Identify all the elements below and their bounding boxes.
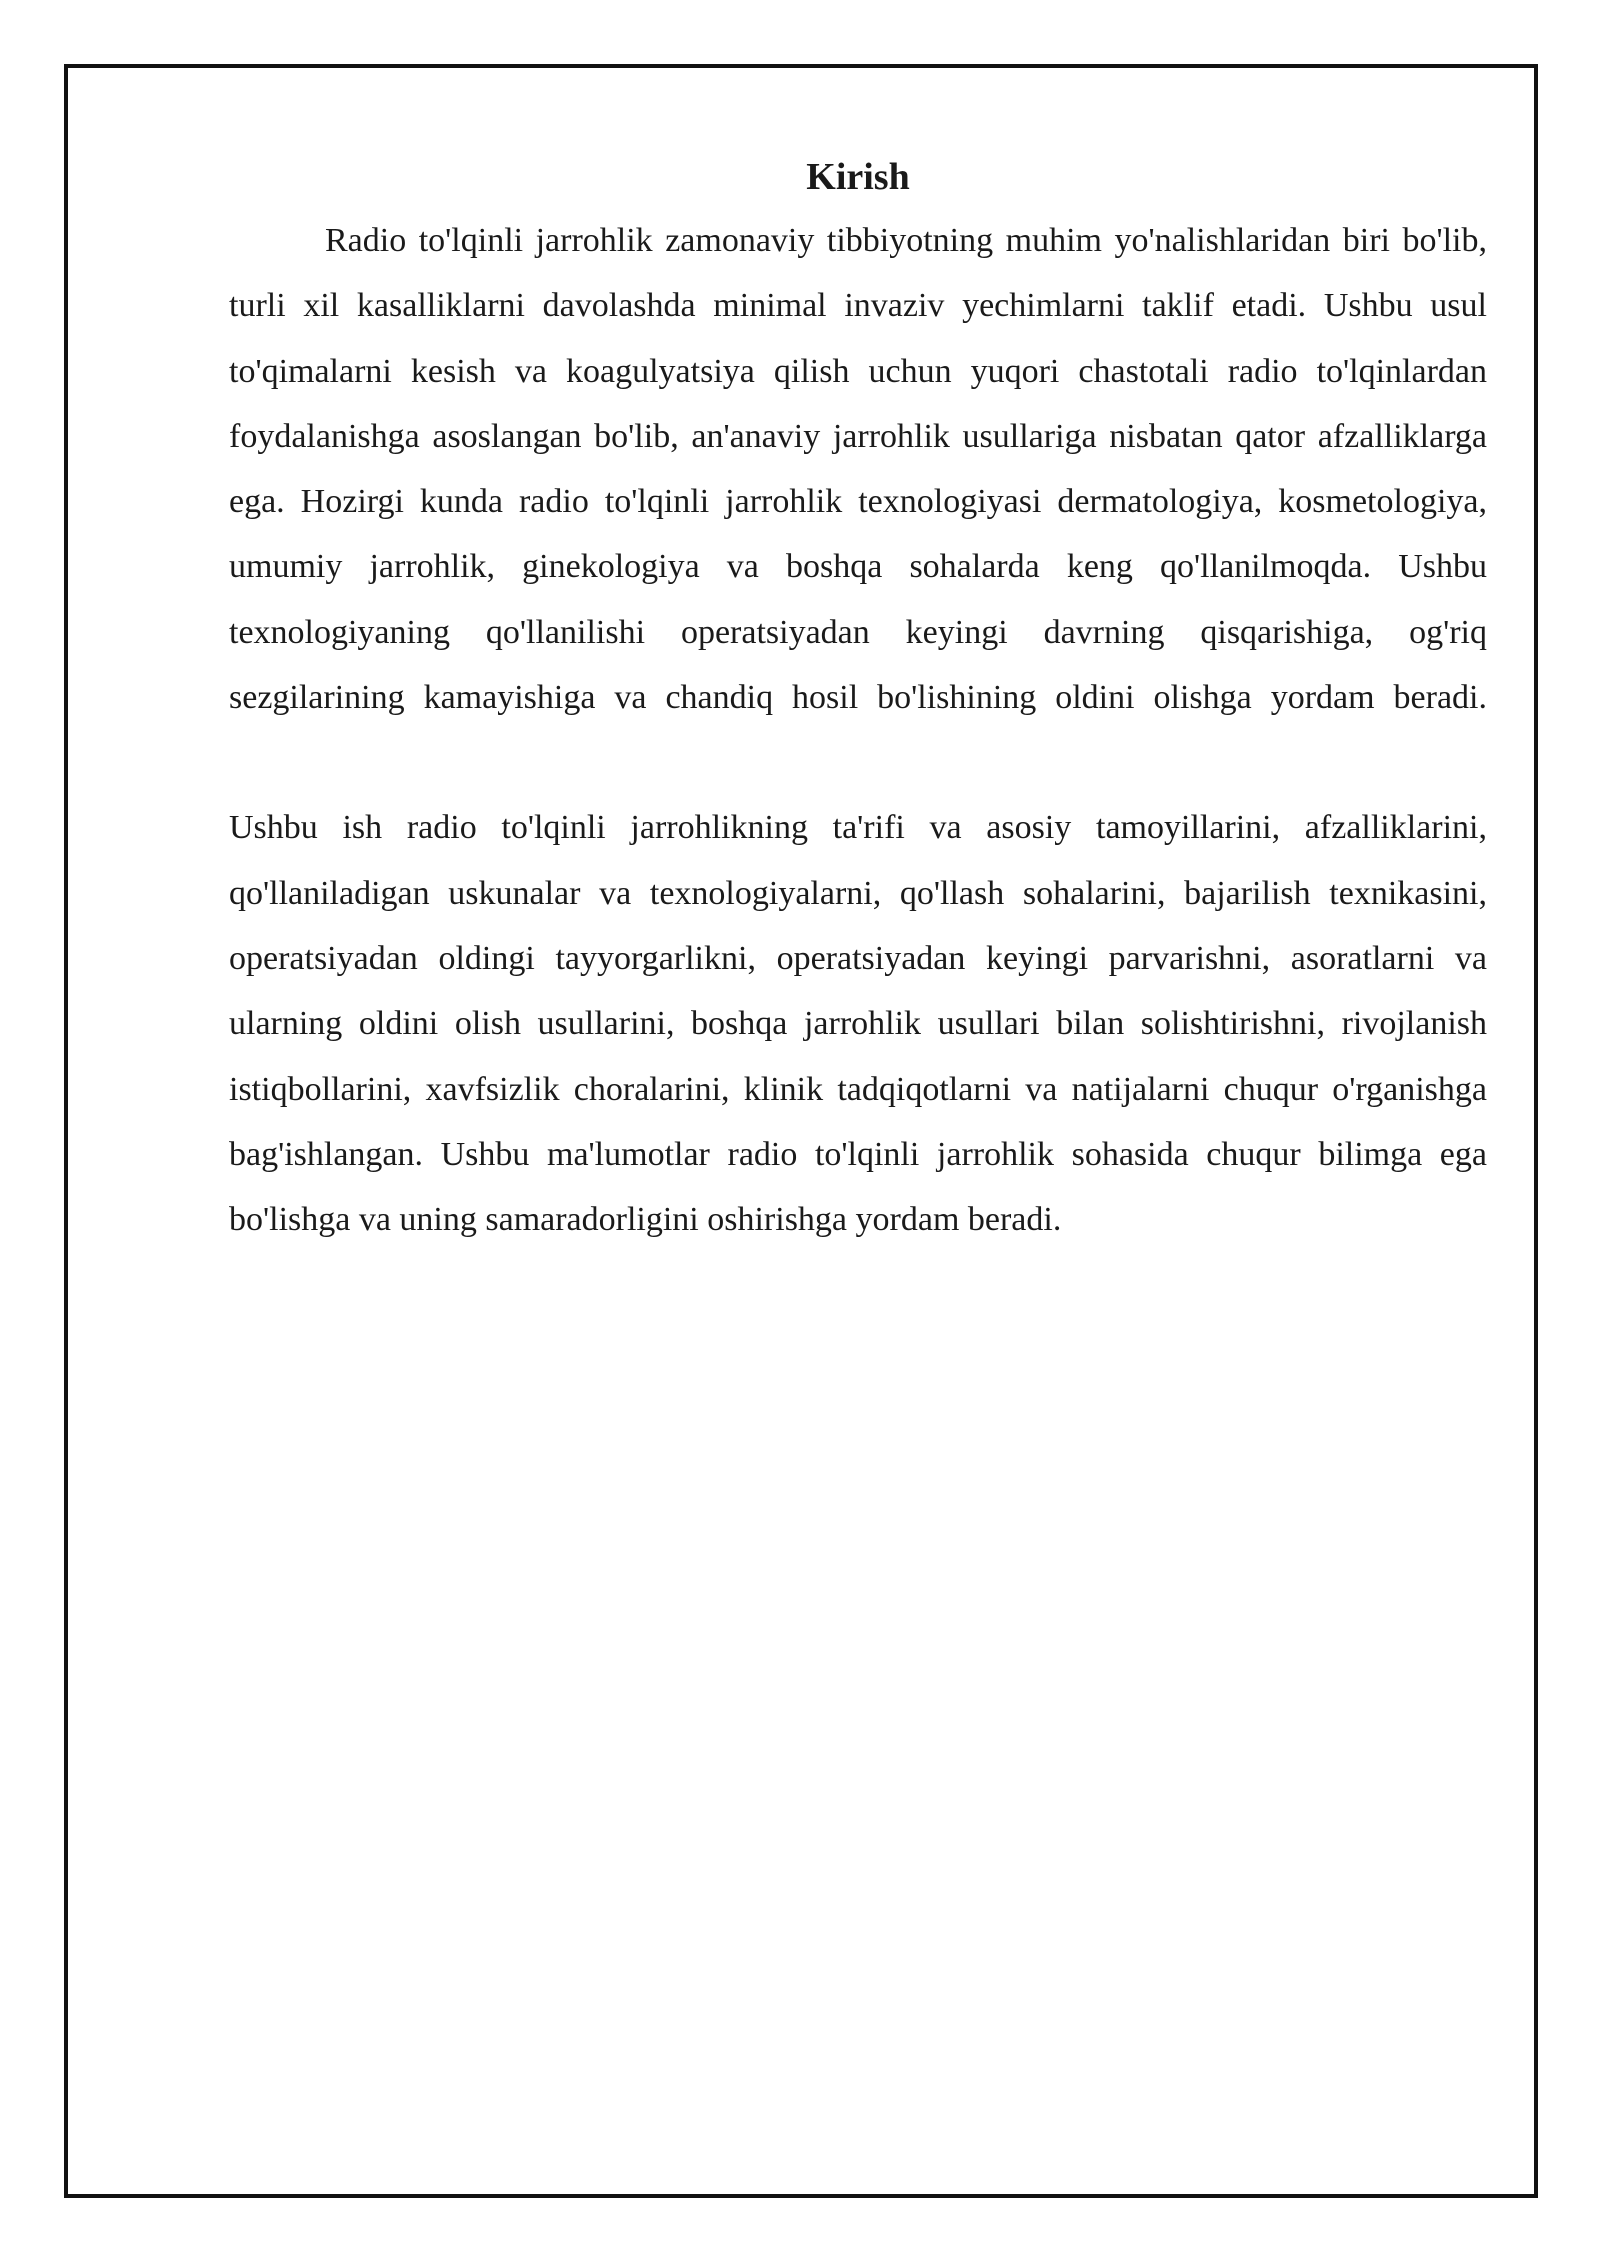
paragraph-spacer <box>229 730 1487 795</box>
document-title: Kirish <box>806 156 910 198</box>
paragraph-intro: Radio to'lqinli jarrohlik zamonaviy tibbiyotning muhim yo'nalishlaridan biri bo'lib, turli xil kasalliklarni davolashda minimal invaziv yechimlarni taklif etadi. Ushbu usul to'qimalarni kesish va koagulyatsiya qilish uchun yuqori chastotali radio to'lqinlardan foydalanishga asoslangan bo'lib, an'anaviy jarrohlik usullariga nisbatan qator afzalliklarga ega. Hozirgi kunda radio to'lqinli jarrohlik texnologiyasi dermatologiya, kosmetologiya, umumiy jarrohlik, ginekologiya va boshqa sohalarda keng qo'llanilmoqda. Ushbu texnologiyaning qo'llanilishi operatsiyadan keyingi davrning qisqarishiga, og'riq sezgilarining kamayishiga va chandiq hosil bo'lishining oldini olishga yordam beradi. <box>229 222 1487 717</box>
document-body <box>229 150 1487 1252</box>
paragraph-scope: Ushbu ish radio to'lqinli jarrohlikning ta'rifi va asosiy tamoyillarini, afzalliklarini, qo'llaniladigan uskunalar va texnologiyalarni, qo'llash sohalarini, bajarilish texnikasini, operatsiyadan oldingi tayyorgarlikni, operatsiyadan keyingi parvarishni, asoratlarni va ularning oldini olish usullarini, boshqa jarrohlik usullari bilan solishtirishni, rivojlanish istiqbollarini, xavfsizlik choralarini, klinik tadqiqotlarni va natijalarni chuqur o'rganishga bag'ishlangan. Ushbu ma'lumotlar radio to'lqinli jarrohlik sohasida chuqur bilimga ega bo'lishga va uning samaradorligini oshirishga yordam beradi. <box>229 809 1487 1239</box>
